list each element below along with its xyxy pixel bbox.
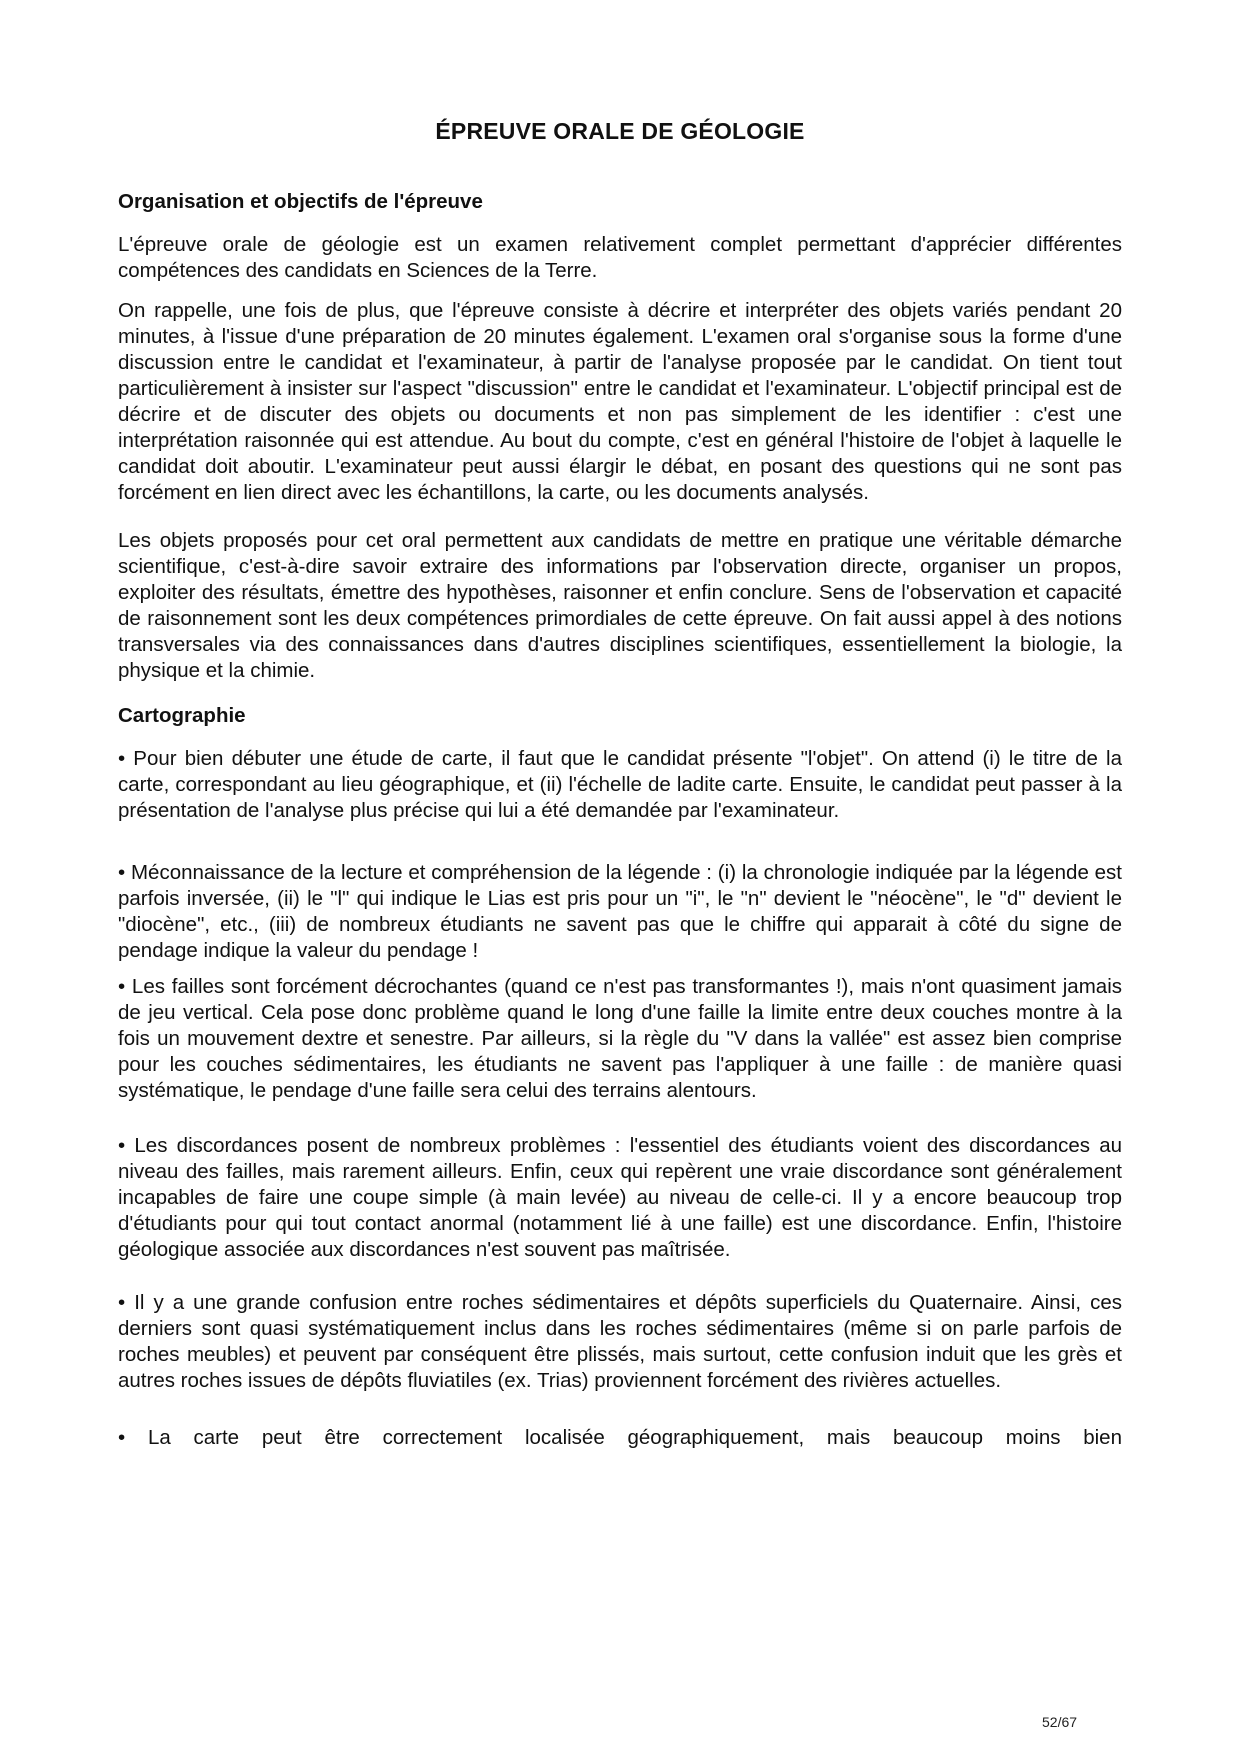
bullet-paragraph: • Les failles sont forcément décrochantes (quand ce n'est pas transformantes !), mais n'ont quasiment jamais de jeu vertical. Cela pose donc problème quand le long d'une faille la limite entre deux couches montre à la fois un mouvement dextre et senestre. Par ailleurs, si la règle du "V dans la vallée" est assez bien comprise pour les couches sédimentaires, les étudiants ne savent pas l'appliquer à une faille : de manière quasi systématique, le pendage d'une faille sera celui des terrains alentours. xyxy=(118,975,1122,1102)
bullet-paragraph: • Les discordances posent de nombreux problèmes : l'essentiel des étudiants voient des discordances au niveau des failles, mais rarement ailleurs. Enfin, ceux qui repèrent une vraie discordance sont généralement incapables de faire une coupe simple (à main levée) au niveau de celle-ci. Il y a encore beaucoup trop d'étudiants pour qui tout contact anormal (notamment lié à une faille) est une discordance. Enfin, l'histoire géologique associée aux discordances n'est souvent pas maîtrisée. xyxy=(118,1134,1122,1261)
bullet-paragraph: • Pour bien débuter une étude de carte, il faut que le candidat présente "l'objet". On attend (i) le titre de la carte, correspondant au lieu géographique, et (ii) l'échelle de ladite carte. Ensuite, le candidat peut passer à la présentation de l'analyse plus précise qui lui a été demandée par l'examinateur. xyxy=(118,747,1122,822)
bullet-paragraph: • Il y a une grande confusion entre roches sédimentaires et dépôts superficiels du Quaternaire. Ainsi, ces derniers sont quasi systématiquement inclus dans les roches sédimentaires (même si on parle parfois de roches meubles) et peuvent par conséquent être plissés, mais surtout, cette confusion induit que les grès et autres roches issues de dépôts fluviatiles (ex. Trias) proviennent forcément des rivières actuelles. xyxy=(118,1291,1122,1392)
section-heading-cartographie: Cartographie xyxy=(118,704,246,727)
section-heading-organisation: Organisation et objectifs de l'épreuve xyxy=(118,190,483,213)
page-title: ÉPREUVE ORALE DE GÉOLOGIE xyxy=(435,118,805,144)
bullet-paragraph: • Méconnaissance de la lecture et compréhension de la légende : (i) la chronologie indiquée par la légende est parfois inversée, (ii) le "l" qui indique le Lias est pris pour un "i", le "n" devient le "néocène", le "d" devient le "diocène", etc., (iii) de nombreux étudiants ne savent pas que le chiffre qui apparait à côté du signe de pendage indique la valeur du pendage ! xyxy=(118,861,1122,962)
paragraph: Les objets proposés pour cet oral permettent aux candidats de mettre en pratique une véritable démarche scientifique, c'est-à-dire savoir extraire des informations par l'observation directe, organiser un propos, exploiter des résultats, émettre des hypothèses, raisonner et enfin conclure. Sens de l'observation et capacité de raisonnement sont les deux compétences primordiales de cette épreuve. On fait aussi appel à des notions transversales via des connaissances dans d'autres disciplines scientifiques, essentiellement la biologie, la physique et la chimie. xyxy=(118,529,1122,682)
paragraph: On rappelle, une fois de plus, que l'épreuve consiste à décrire et interpréter des objets variés pendant 20 minutes, à l'issue d'une préparation de 20 minutes également. L'examen oral s'organise sous la forme d'une discussion entre le candidat et l'examinateur, à partir de l'analyse proposée par le candidat. On tient tout particulièrement à insister sur l'aspect "discussion" entre le candidat et l'examinateur. L'objectif principal est de décrire et de discuter des objets ou documents et non pas simplement de les identifier : c'est une interprétation raisonnée qui est attendue. Au bout du compte, c'est en général l'histoire de l'objet à laquelle le candidat doit aboutir. L'examinateur peut aussi élargir le débat, en posant des questions qui ne sont pas forcément en lien direct avec les échantillons, la carte, ou les documents analysés. xyxy=(118,299,1122,504)
bullet-paragraph: • La carte peut être correctement localisée géographiquement, mais beaucoup moins bien xyxy=(118,1426,1122,1449)
paragraph: L'épreuve orale de géologie est un examen relativement complet permettant d'apprécier différentes compétences des candidats en Sciences de la Terre. xyxy=(118,233,1122,282)
page-number: 52/67 xyxy=(1042,1714,1078,1730)
